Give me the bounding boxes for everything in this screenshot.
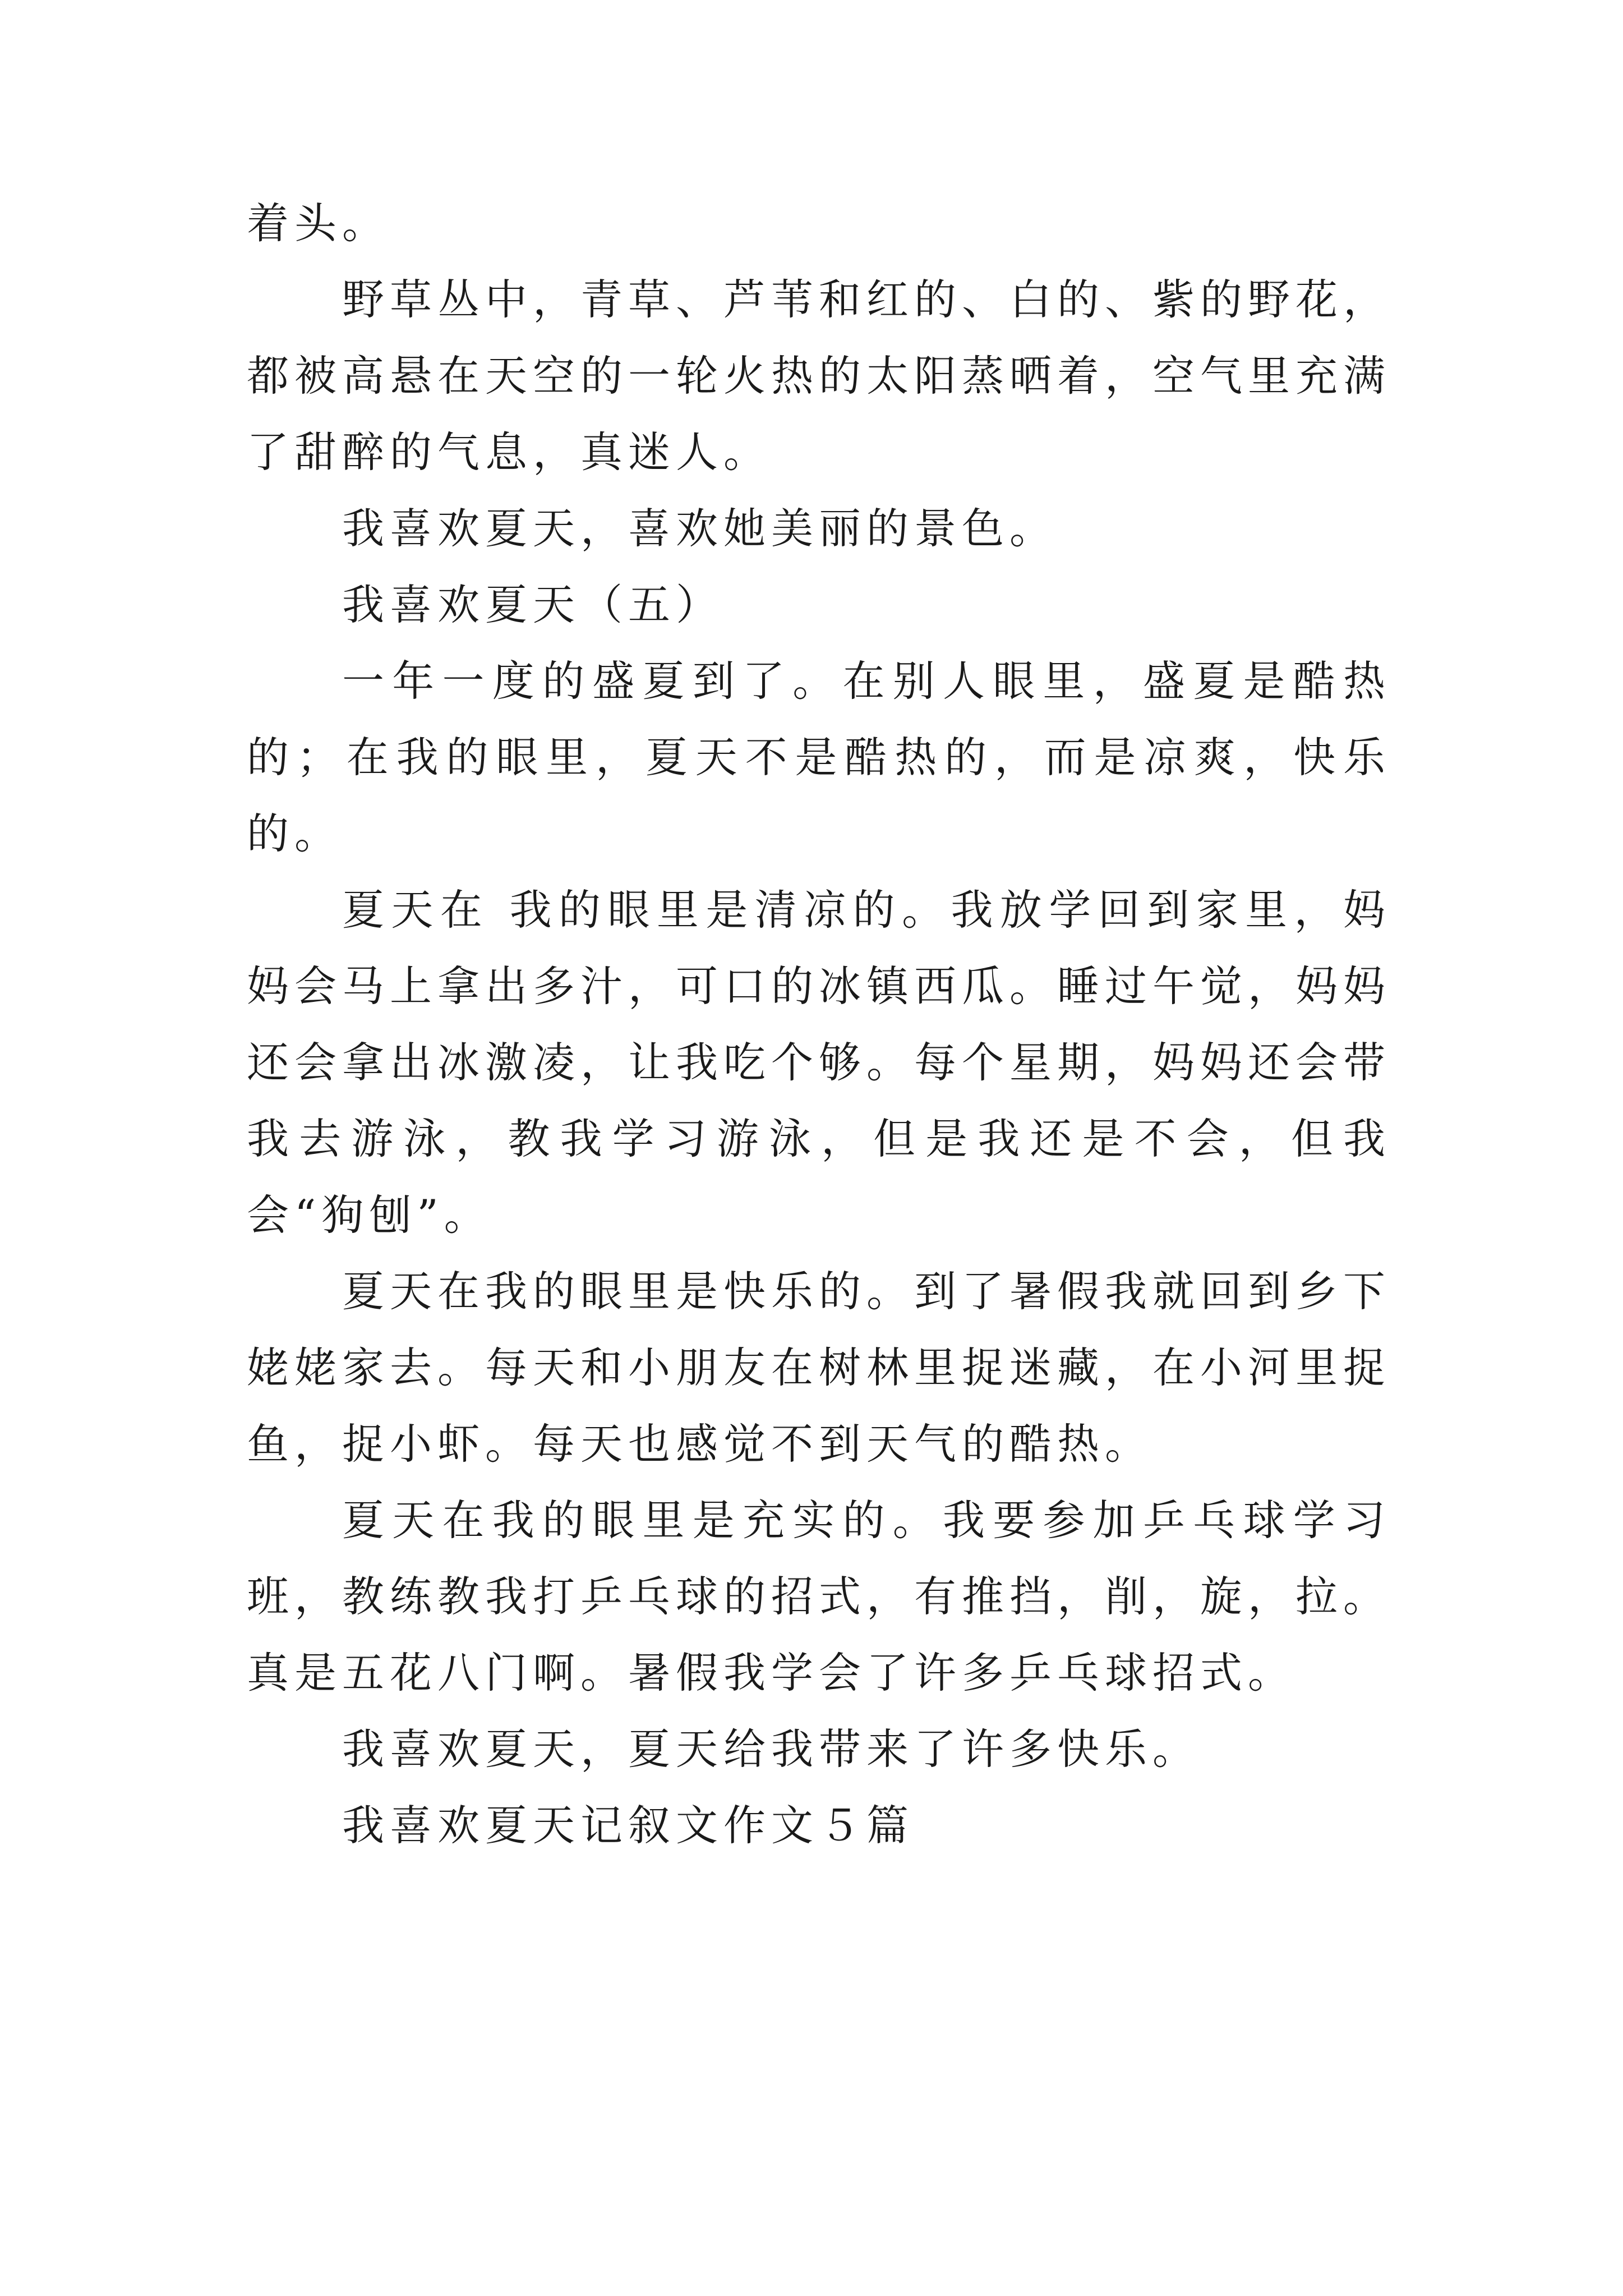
- paragraph-fulfilling: 夏天在我的眼里是充实的。我要参加乒乓球学习班，教练教我打乒乓球的招式，有推挡，削，旋，拉。真是五花八门啊。暑假我学会了许多乒乓球招式。: [247, 1496, 1391, 1697]
- document-footer-title: 我喜欢夏天记叙文作文５篇: [342, 1801, 915, 1850]
- paragraph-continuation: 着头。: [247, 199, 390, 248]
- section-heading-5: 我喜欢夏天（五）: [342, 580, 724, 629]
- paragraph-wild-grass: 野草丛中，青草、芦苇和红的、白的、紫的野花，都被高悬在天空的一轮火热的太阳蒸晒着，空气里充满了甜醉的气息，真迷人。: [247, 275, 1391, 477]
- paragraph-intro-5: 一年一度的盛夏到了。在别人眼里，盛夏是酷热的；在我的眼里，夏天不是酷热的，而是凉爽，快乐的。: [247, 656, 1391, 858]
- paragraph-summary-4: 我喜欢夏天，喜欢她美丽的景色。: [342, 504, 1058, 553]
- paragraph-cool: 夏天在 我的眼里是清凉的。我放学回到家里，妈妈会马上拿出多汁，可口的冰镇西瓜。睡过午觉，妈妈还会拿出冰激凌，让我吃个够。每个星期，妈妈还会带我去游泳，教我学习游泳，但是我还是不会，但我会“狗刨”。: [247, 885, 1391, 1240]
- paragraph-happy: 夏天在我的眼里是快乐的。到了暑假我就回到乡下姥姥家去。每天和小朋友在树林里捉迷藏，在小河里捉鱼，捉小虾。每天也感觉不到天气的酷热。: [247, 1267, 1391, 1469]
- paragraph-conclusion-5: 我喜欢夏天，夏天给我带来了许多快乐。: [342, 1724, 1201, 1774]
- document-body: [247, 185, 1391, 1864]
